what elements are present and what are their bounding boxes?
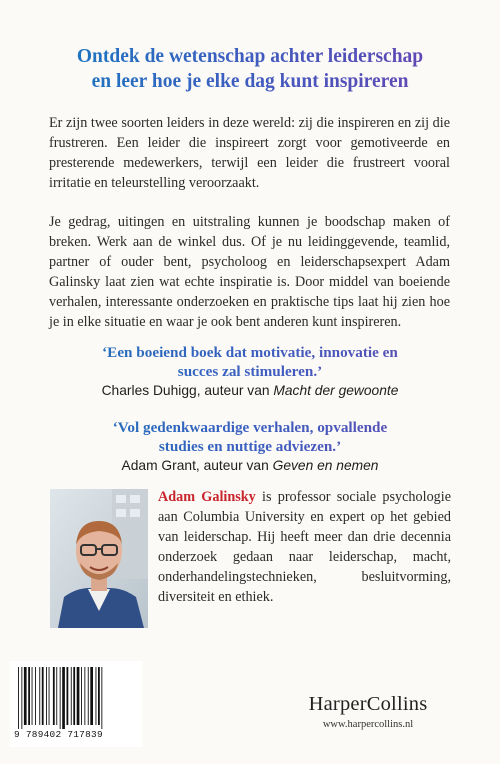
barcode-bar xyxy=(39,667,40,725)
barcode-bar xyxy=(28,667,30,725)
barcode-bar xyxy=(32,667,33,725)
barcode-bar xyxy=(84,667,85,725)
barcode-bar xyxy=(88,667,89,725)
barcode-bar xyxy=(98,667,100,725)
author-portrait-illustration xyxy=(50,489,148,628)
quote-text xyxy=(0,418,500,456)
author-name: Adam Galinsky xyxy=(158,489,256,505)
barcode-bar xyxy=(24,667,27,725)
quote-text xyxy=(0,343,500,381)
isbn-barcode xyxy=(10,661,142,747)
barcode-bar xyxy=(67,667,69,725)
headline xyxy=(0,44,500,94)
barcode-bar xyxy=(42,667,44,725)
barcode-bar xyxy=(56,667,57,725)
author-bio xyxy=(158,487,451,607)
barcode-bar xyxy=(77,667,80,725)
quote-line: ‘Een boeiend boek dat motivatie, innovatie en xyxy=(102,344,398,361)
intro-paragraph: Er zijn twee soorten leiders in deze wereld: zij die inspireren en zij die frustreren. Een leider die inspireert zorgt voor gemotiveerde en presterende medewerkers, terwijl een leider die frustreert vooral irritatie en teleurstelling veroorzaakt. xyxy=(49,115,450,191)
barcode-bar xyxy=(90,667,93,725)
headline-line-1: Ontdek de wetenschap achter leiderschap xyxy=(76,46,424,67)
endorsement-quote-duhigg xyxy=(0,343,500,400)
isbn-digits: 9 789402 717839 xyxy=(14,729,103,740)
publisher-block xyxy=(268,693,468,730)
author-photo xyxy=(50,489,148,628)
quote-source-author: Adam Grant, auteur van xyxy=(121,458,273,473)
barcode-bar xyxy=(49,667,50,725)
barcode-bar xyxy=(71,667,72,725)
barcode-bar xyxy=(73,667,75,725)
headline-line-2: en leer hoe je elke dag kunt inspireren xyxy=(91,71,409,92)
quote-source-book-title: Macht der gewoonte xyxy=(273,383,399,398)
quote-line: ‘Vol gedenkwaardige verhalen, opvallende xyxy=(112,419,388,436)
barcode-bar xyxy=(46,667,47,725)
barcode-bar xyxy=(53,667,55,725)
endorsement-quote-grant xyxy=(0,418,500,475)
barcode-bar xyxy=(60,667,61,729)
quote-line: studies en nuttige adviezen.’ xyxy=(158,438,342,455)
barcode-bar xyxy=(96,667,97,725)
barcode-bar xyxy=(35,667,36,725)
barcode-bar xyxy=(81,667,82,725)
quote-source-book-title: Geven en nemen xyxy=(272,458,379,473)
barcode-bar xyxy=(18,667,19,729)
quote-source-author: Charles Duhigg, auteur van xyxy=(101,383,274,398)
barcode-bar xyxy=(62,667,65,729)
barcode-bar xyxy=(101,667,102,729)
barcode-bar xyxy=(21,667,22,729)
quote-line: succes zal stimuleren.’ xyxy=(177,363,323,380)
author-bio-text: is professor sociale psychologie aan Columbia University en expert op het gebied van leiderschap. Hij heeft meer dan drie decennia onderzoek gedaan naar leiderschap, macht, onderhandelingstechnieken, besluitvorming, diversiteit en ethiek. xyxy=(158,489,451,605)
description-paragraph: Je gedrag, uitingen en uitstraling kunnen je boodschap maken of breken. Werk aan de winkel dus. Of je nu leidinggevende, teamlid, partner of ouder bent, psycholoog en leiderschapsexpert Adam Galinsky laat zien wat echte inspiratie is. Door middel van boeiende verhalen, interessante onderzoeken en praktische tips laat hij zien hoe je in elke situatie en waar je ook bent anderen kunt inspireren. xyxy=(49,214,450,330)
publisher-logo: HarperCollins xyxy=(308,693,428,715)
quote-source xyxy=(0,457,500,475)
quote-source xyxy=(0,382,500,400)
barcode-bars xyxy=(16,667,136,729)
publisher-url: www.harpercollins.nl xyxy=(322,719,414,730)
